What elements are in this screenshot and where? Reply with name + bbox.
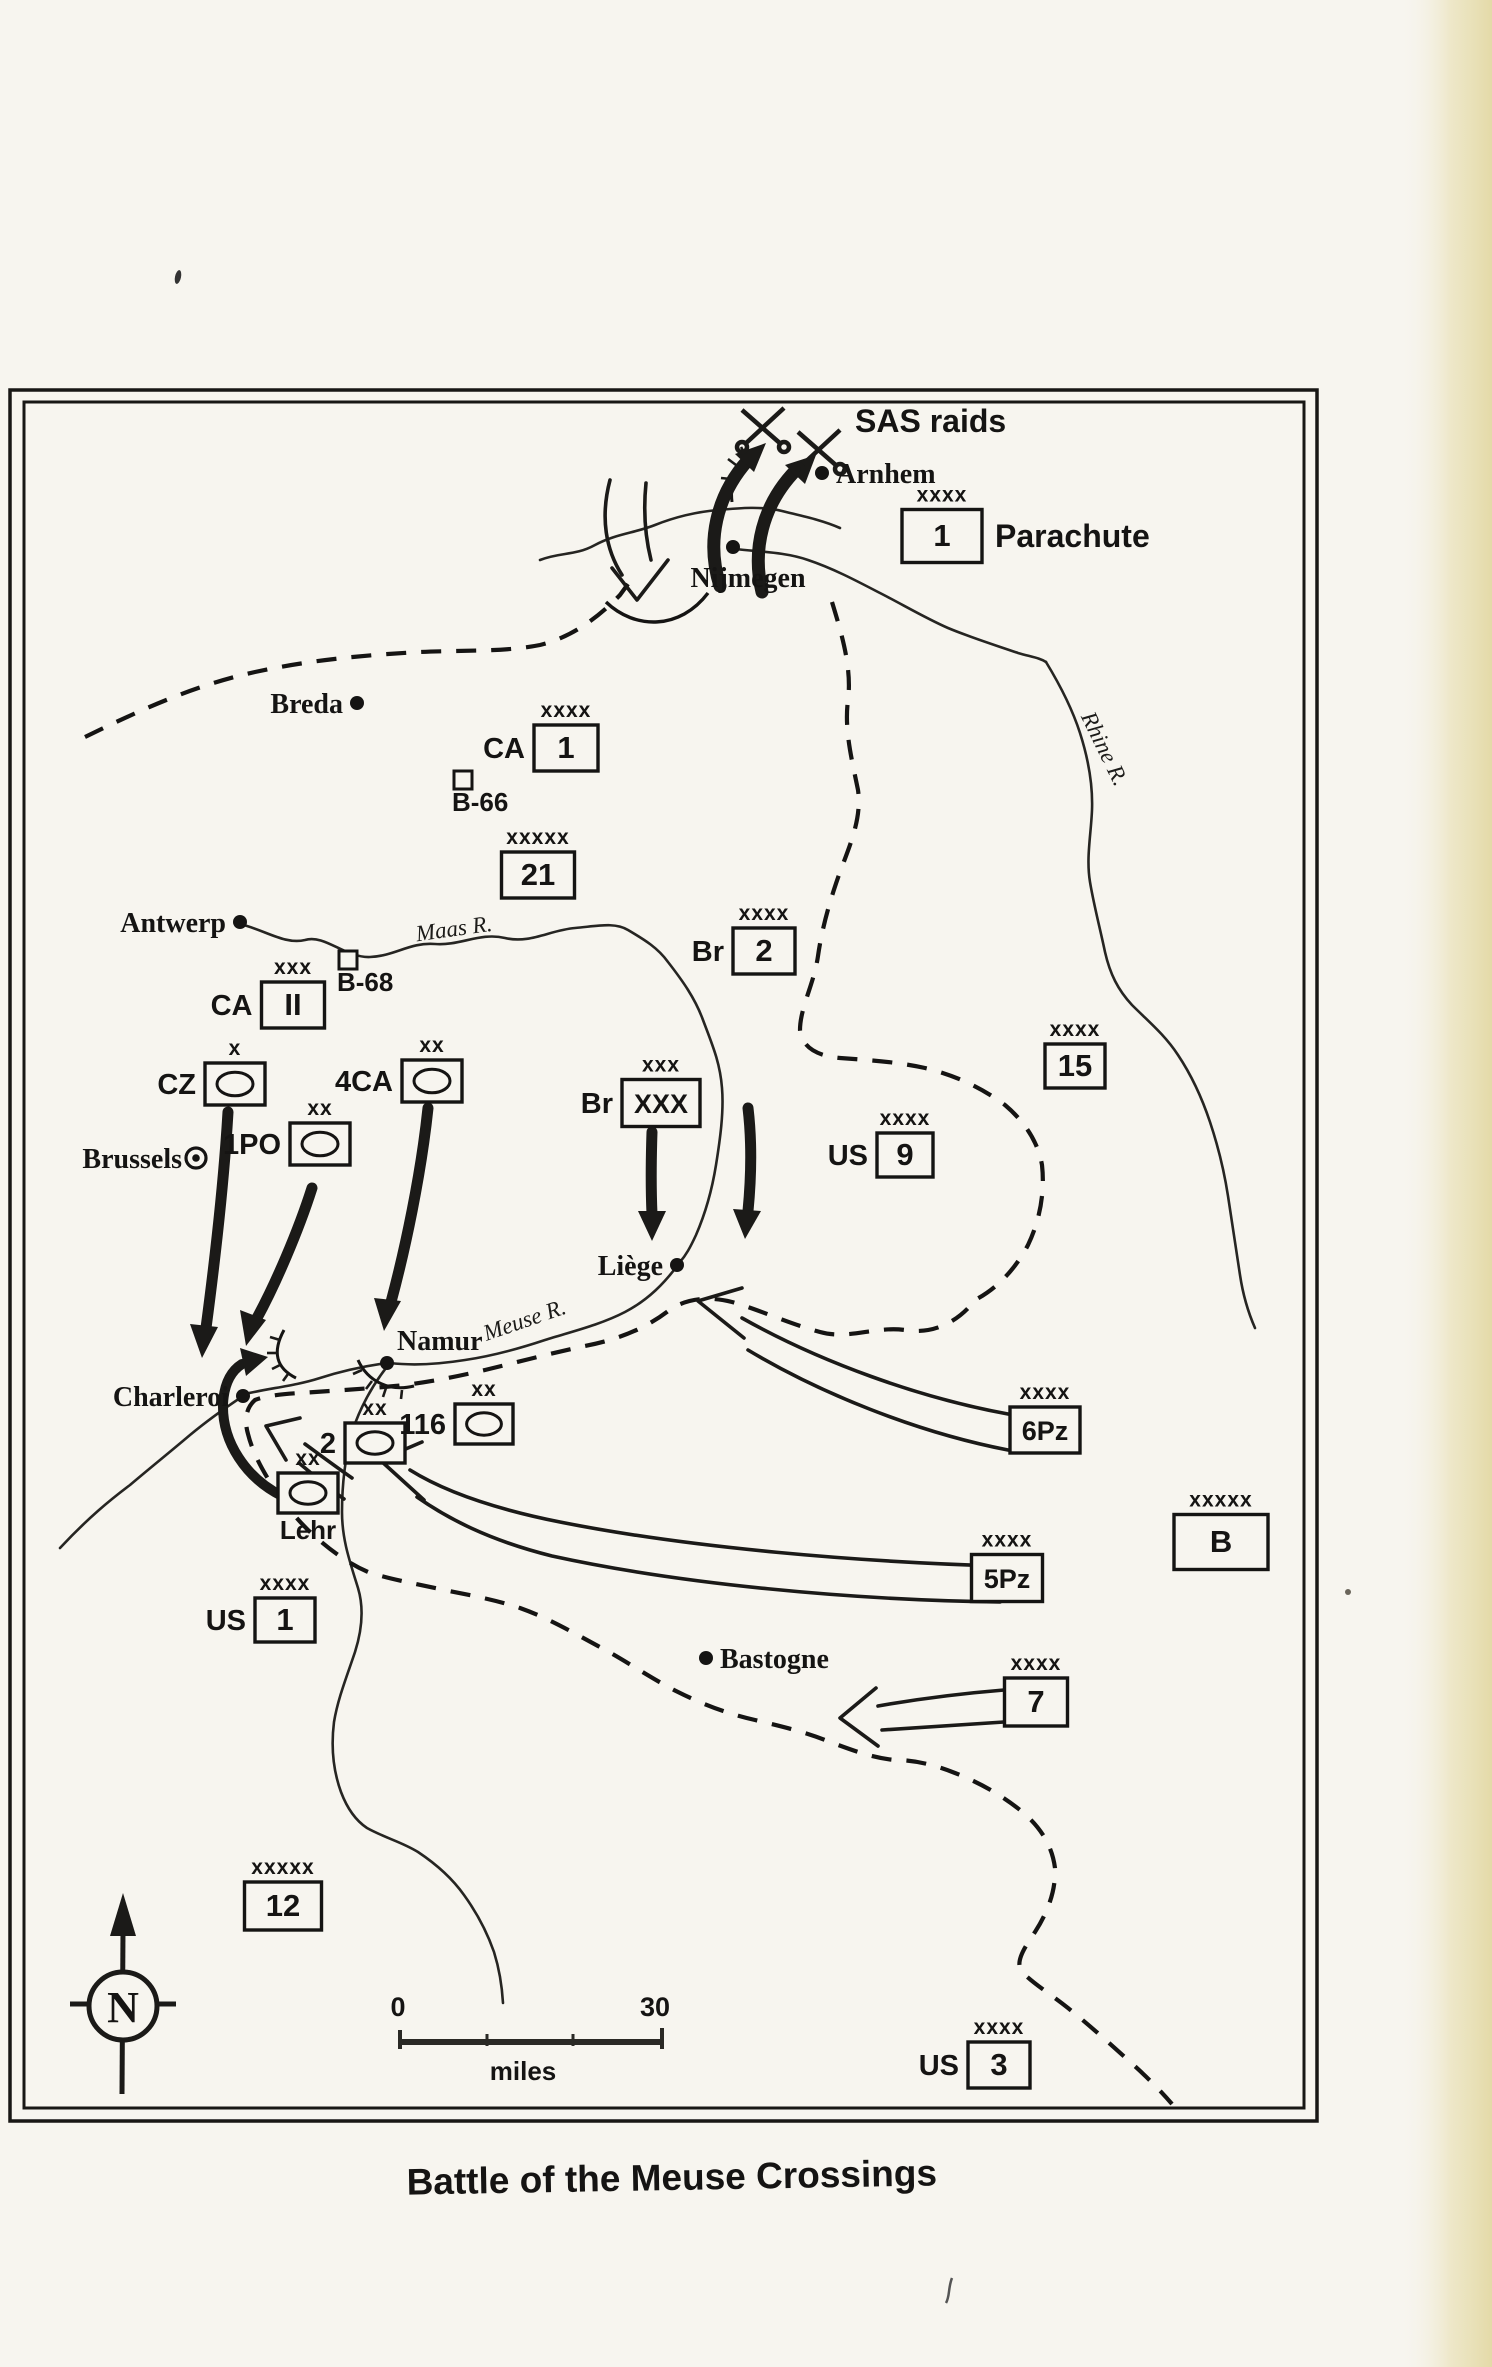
unit-echelon: xxxx xyxy=(981,1528,1033,1552)
unit-echelon: xx xyxy=(362,1397,388,1420)
unit-echelon: xxxx xyxy=(916,483,968,507)
compass-north-label: N xyxy=(107,1983,139,2032)
unit-echelon: xxx xyxy=(641,1053,681,1077)
unit-echelon: xxxx xyxy=(1049,1018,1101,1041)
unit-echelon: xx xyxy=(307,1097,333,1120)
unit-echelon: xx xyxy=(471,1378,497,1401)
unit-symbol-frame xyxy=(290,1123,350,1165)
city-label: Arnhem xyxy=(836,459,936,490)
unit-5pz xyxy=(972,1529,1043,1602)
scale-start-label: 0 xyxy=(390,1992,406,2022)
unit-echelon: xxxx xyxy=(879,1107,931,1130)
unit-designation: 1 xyxy=(557,730,575,765)
unit-symbol-frame xyxy=(278,1473,338,1513)
unit-designation: B xyxy=(1209,1524,1233,1559)
unit-12-army-group xyxy=(245,1856,322,1930)
unit-designation: XXX xyxy=(633,1089,689,1119)
unit-7-army xyxy=(1005,1652,1068,1726)
unit-echelon: xxxxx xyxy=(251,1856,315,1879)
city-marker xyxy=(699,1651,713,1665)
unit-designation: 1 xyxy=(276,1602,294,1637)
unit-15-army xyxy=(1045,1018,1105,1088)
unit-designation: 12 xyxy=(265,1888,301,1923)
scale-unit-label: miles xyxy=(489,2056,557,2086)
unit-designation: II xyxy=(284,987,302,1022)
unit-echelon: xxxx xyxy=(259,1572,311,1595)
unit-prefix: 1PO xyxy=(222,1129,281,1161)
unit-symbol-frame xyxy=(205,1063,265,1105)
unit-prefix: US xyxy=(918,2050,959,2082)
unit-sublabel: B-68 xyxy=(337,967,394,997)
city-label: Liège xyxy=(597,1251,663,1282)
unit-echelon: xxxx xyxy=(1010,1652,1062,1675)
city-marker xyxy=(233,915,247,929)
city-label: Breda xyxy=(270,689,343,720)
city-label: Namur xyxy=(397,1326,483,1357)
unit-prefix: 116 xyxy=(399,1409,446,1441)
unit-prefix: CZ xyxy=(157,1069,196,1101)
river-label-meuse: Meuse R. xyxy=(480,1294,570,1346)
unit-echelon: xxxx xyxy=(973,2016,1025,2039)
city-marker xyxy=(350,696,364,710)
unit-designation: 7 xyxy=(1027,1684,1045,1719)
unit-echelon: xx xyxy=(419,1034,445,1057)
unit-designation: 2 xyxy=(755,933,773,968)
city-label: Charleroi xyxy=(112,1382,229,1413)
unit-designation: 3 xyxy=(990,2047,1008,2082)
arrow-us9-south xyxy=(748,1108,751,1211)
river-label-maas: Maas R. xyxy=(414,910,494,947)
unit-sublabel: Lehr xyxy=(279,1515,337,1545)
unit-6pz xyxy=(1010,1381,1080,1453)
unit-prefix: CA xyxy=(483,733,525,765)
page-edge-shading xyxy=(1400,0,1492,2367)
city-label: Brussels xyxy=(82,1144,182,1175)
unit-designation: 1 xyxy=(933,518,951,553)
unit-prefix: CA xyxy=(210,990,253,1022)
unit-designation: 21 xyxy=(520,857,556,892)
river-label-rhine: Rhine R. xyxy=(1076,707,1134,790)
sas-raids-label: SAS raids xyxy=(855,403,1007,439)
unit-echelon: xxxx xyxy=(540,699,592,722)
city-marker xyxy=(726,540,740,554)
city-marker xyxy=(670,1258,684,1272)
unit-symbol-frame xyxy=(455,1404,513,1444)
city-marker xyxy=(236,1389,250,1403)
unit-echelon: xxxx xyxy=(1019,1381,1071,1404)
unit-symbol-frame xyxy=(402,1060,462,1102)
city-label: Antwerp xyxy=(120,908,226,939)
unit-designation: 6Pz xyxy=(1021,1416,1069,1446)
unit-designation: 5Pz xyxy=(983,1564,1031,1594)
city-label: Bastogne xyxy=(720,1644,829,1675)
unit-echelon: xxx xyxy=(273,956,313,979)
city-marker xyxy=(380,1356,394,1370)
unit-sublabel: B-66 xyxy=(452,787,509,817)
unit-echelon: xxxx xyxy=(738,902,790,925)
unit-suffix: Parachute xyxy=(995,518,1150,554)
unit-symbol-frame xyxy=(345,1423,405,1463)
unit-echelon: x xyxy=(228,1037,242,1060)
unit-echelon: xx xyxy=(295,1447,321,1470)
map-title: Battle of the Meuse Crossings xyxy=(406,2152,938,2203)
unit-prefix: US xyxy=(205,1605,246,1637)
arrow-br-south xyxy=(651,1132,652,1214)
unit-echelon: xxxxx xyxy=(506,826,570,849)
unit-prefix: Br xyxy=(691,936,724,968)
unit-echelon: xxxxx xyxy=(1189,1488,1253,1512)
unit-designation: 9 xyxy=(896,1137,914,1172)
city-marker xyxy=(815,466,829,480)
scale-end-label: 30 xyxy=(639,1992,671,2022)
unit-prefix: Br xyxy=(580,1088,613,1120)
unit-prefix: 2 xyxy=(319,1428,336,1460)
city-marker-center xyxy=(192,1154,200,1162)
unit-prefix: US xyxy=(827,1140,868,1172)
unit-prefix: 4CA xyxy=(334,1066,393,1098)
unit-designation: 15 xyxy=(1057,1048,1093,1083)
unit-21-army-group xyxy=(502,826,575,898)
city-label: Nijmegen xyxy=(690,563,806,594)
